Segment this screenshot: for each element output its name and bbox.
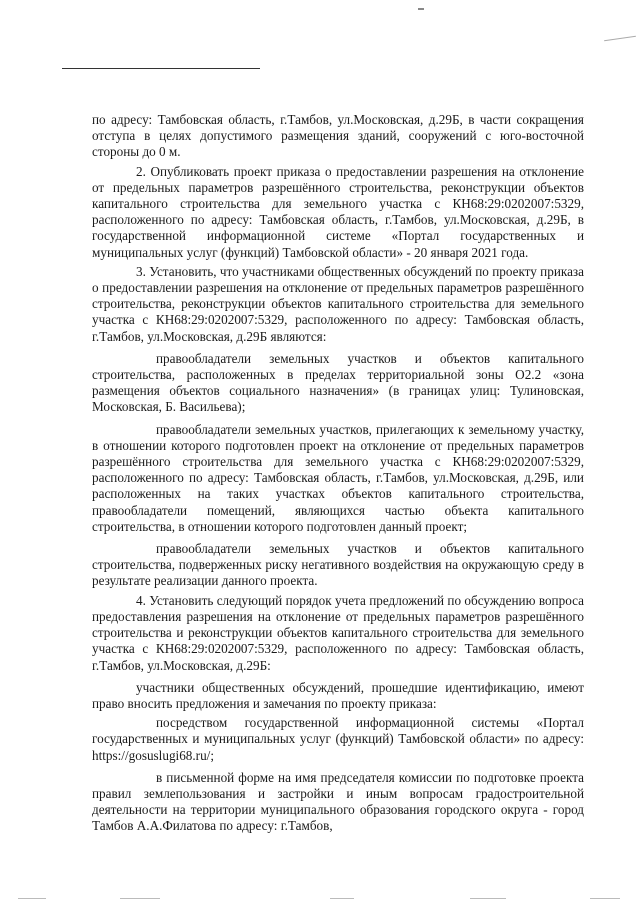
scan-speck: [418, 8, 424, 10]
top-rule: [62, 68, 260, 69]
paragraph-written-form: в письменной форме на имя председателя комиссии по подготовке проекта правил землепользования и застройки и иным вопросам градостроительной деятельности на территории муниципального образования городского округа - город Тамбов А.А.Филатова по адресу: г.Тамбов,: [92, 769, 584, 834]
paragraph-participants-rights: участники общественных обсуждений, прошедшие идентификацию, имеют право вносить предложения и замечания по проекту приказа:: [92, 679, 584, 711]
scan-edge-marks: [0, 898, 640, 900]
paragraph-address-continuation: по адресу: Тамбовская область, г.Тамбов, ул.Московская, д.29Б, в части сокращения отступа в целях допустимого размещения зданий, сооружений с юго-восточной стороны до 0 м.: [92, 112, 584, 160]
scan-speck: [604, 36, 636, 41]
paragraph-participants-2: правообладатели земельных участков, прилегающих к земельному участку, в отношении которого подготовлен проект на отклонение от предельных параметров разрешённого строительства для земельного участка с КН68:29:0202007:5329, расположенного по адресу: Тамбовская область, г.Тамбов, ул.Московская, д.29Б, или расположенных на таких участках объектов капитального строительства, правообладатели помещений, являющихся частью объекта капитального строительства, в отношении которого подготовлен данный проект;: [92, 421, 584, 534]
paragraph-2: 2. Опубликовать проект приказа о предоставлении разрешения на отклонение от предельных параметров разрешённого строительства, реконструкции объектов капитального строительства для земельного участка с КН68:29:0202007:5329, расположенного по адресу: Тамбовская область, г.Тамбов, ул.Московская, д.29Б, в государственной информационной системе «Портал государственных и муниципальных услуг (функций) Тамбовской области» - 20 января 2021 года.: [92, 163, 584, 260]
paragraph-4: 4. Установить следующий порядок учета предложений по обсуждению вопроса предоставления разрешения на отклонение от предельных параметров разрешённого строительства и реконструкции объектов капитального строительства для земельного участка с КН68:29:0202007:5329, расположенного по адресу: Тамбовская область, г.Тамбов, ул.Московская, д.29Б:: [92, 592, 584, 673]
paragraph-portal: посредством государственной информационной системы «Портал государственных и муниципальных услуг (функций) Тамбовской области» по адресу: https://gosuslugi68.ru/;: [92, 715, 584, 763]
document-body: [92, 112, 584, 835]
paragraph-participants-1: правообладатели земельных участков и объектов капитального строительства, расположенных в пределах территориальной зоны О2.2 «зона размещения объектов социального назначения» (в границах улиц: Тулиновская, Московская, Б. Васильева);: [92, 350, 584, 415]
paragraph-3: 3. Установить, что участниками общественных обсуждений по проекту приказа о предоставлении разрешения на отклонение от предельных параметров разрешённого строительства, реконструкции объектов капитального строительства для земельного участка с КН68:29:0202007:5329, расположенного по адресу: Тамбовская область, г.Тамбов, ул.Московская, д.29Б являются:: [92, 263, 584, 344]
paragraph-participants-3: правообладатели земельных участков и объектов капитального строительства, подверженных риску негативного воздействия на окружающую среду в результате реализации данного проекта.: [92, 541, 584, 589]
